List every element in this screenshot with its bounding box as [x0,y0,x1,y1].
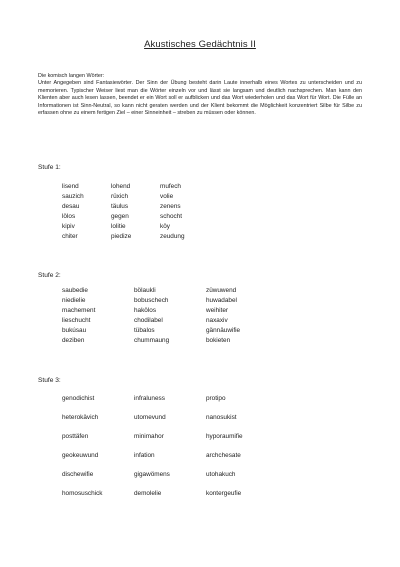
stage-3-word-grid [62,395,278,509]
word-item: gegen [111,213,129,220]
word-item: sauzich [62,193,84,200]
stage-3-label: Stufe 3: [38,377,61,384]
word-item: kipiv [62,223,75,230]
word-item: schocht [160,213,183,220]
word-item: chiter [62,233,78,240]
intro-text [38,73,362,117]
word-item: geokeuwund [62,452,99,459]
word-item: lisend [62,183,79,190]
word-item: utomevund [134,414,166,421]
word-item: heterokävich [62,414,99,421]
word-item: lohend [111,183,131,190]
word-item: lieschucht [62,317,91,324]
word-item: protipo [206,395,226,402]
word-item: bölaukli [134,287,156,294]
word-item: lölos [62,213,76,220]
stage-1-word-grid [62,183,210,243]
word-item: homosuschick [62,490,103,497]
word-item: rüxich [111,193,129,200]
word-item: posttäfen [62,433,89,440]
word-item: archchesate [206,452,241,459]
stage-2-label: Stufe 2: [38,272,61,279]
word-item: züwuwend [206,287,237,294]
word-item: bokieten [206,337,231,344]
intro-body: Unter Angegeben sind Fantasiewörter. Der Sinn der Übung besteht darin Laute innerhalb eines Wortes zu unterscheiden und zu memorieren. Typischer Weiser liest man die Wörter einzeln vor und lässt sie langsam und deutlich nachsprechen. Man kann den Klienten aber auch lesen lassen, beendet er ein Wort soll er aufblicken und das Wort wiederholen und das Wort für Wort. Die Fülle an Informationen ist Sinn-Neutral, so kann nicht geraten werden und der Klient bekommt die Möglichkeit konzentriert Silbe für Silbe zu erfassen ohne zu einem fertigen Ziel – einer Sinneinheit – streben zu müssen oder können. [38,80,362,117]
word-item: piedize [111,233,132,240]
word-item: hyporaumifie [206,433,243,440]
word-item: chummaung [134,337,170,344]
word-item: kontergeufie [206,490,242,497]
stage-2-word-grid [62,287,278,347]
word-item: minimahor [134,433,164,440]
word-item: gännäuwifie [206,327,241,334]
word-item: zeudung [160,233,185,240]
word-item: huwadabel [206,297,237,304]
word-item: täulus [111,203,129,210]
word-item: köy [160,223,170,230]
word-item: bukúsau [62,327,87,334]
word-item: nanosukist [206,414,237,421]
stage-1-label: Stufe 1: [38,164,61,171]
word-item: gigawömens [134,471,170,478]
word-item: lolitie [111,223,126,230]
word-item: chodilabel [134,317,163,324]
word-item: zenens [160,203,181,210]
word-item: infraluness [134,395,165,402]
word-item: tübalos [134,327,155,334]
word-item: genodichist [62,395,95,402]
word-item: saubedie [62,287,88,294]
word-item: dischewifie [62,471,94,478]
intro-heading: Die komisch langen Wörter: [38,73,105,79]
word-item: machement [62,307,96,314]
word-item: infation [134,452,155,459]
word-item: hakölos [134,307,157,314]
word-item: niedielie [62,297,86,304]
word-item: mufech [160,183,181,190]
word-item: demolelie [134,490,162,497]
word-item: bobuschech [134,297,169,304]
word-item: utohakuch [206,471,236,478]
word-item: weihiter [206,307,229,314]
page-title: Akustisches Gedächtnis II [144,39,256,50]
word-item: desau [62,203,80,210]
word-item: deziben [62,337,85,344]
word-item: volie [160,193,174,200]
word-item: naxaxiv [206,317,228,324]
